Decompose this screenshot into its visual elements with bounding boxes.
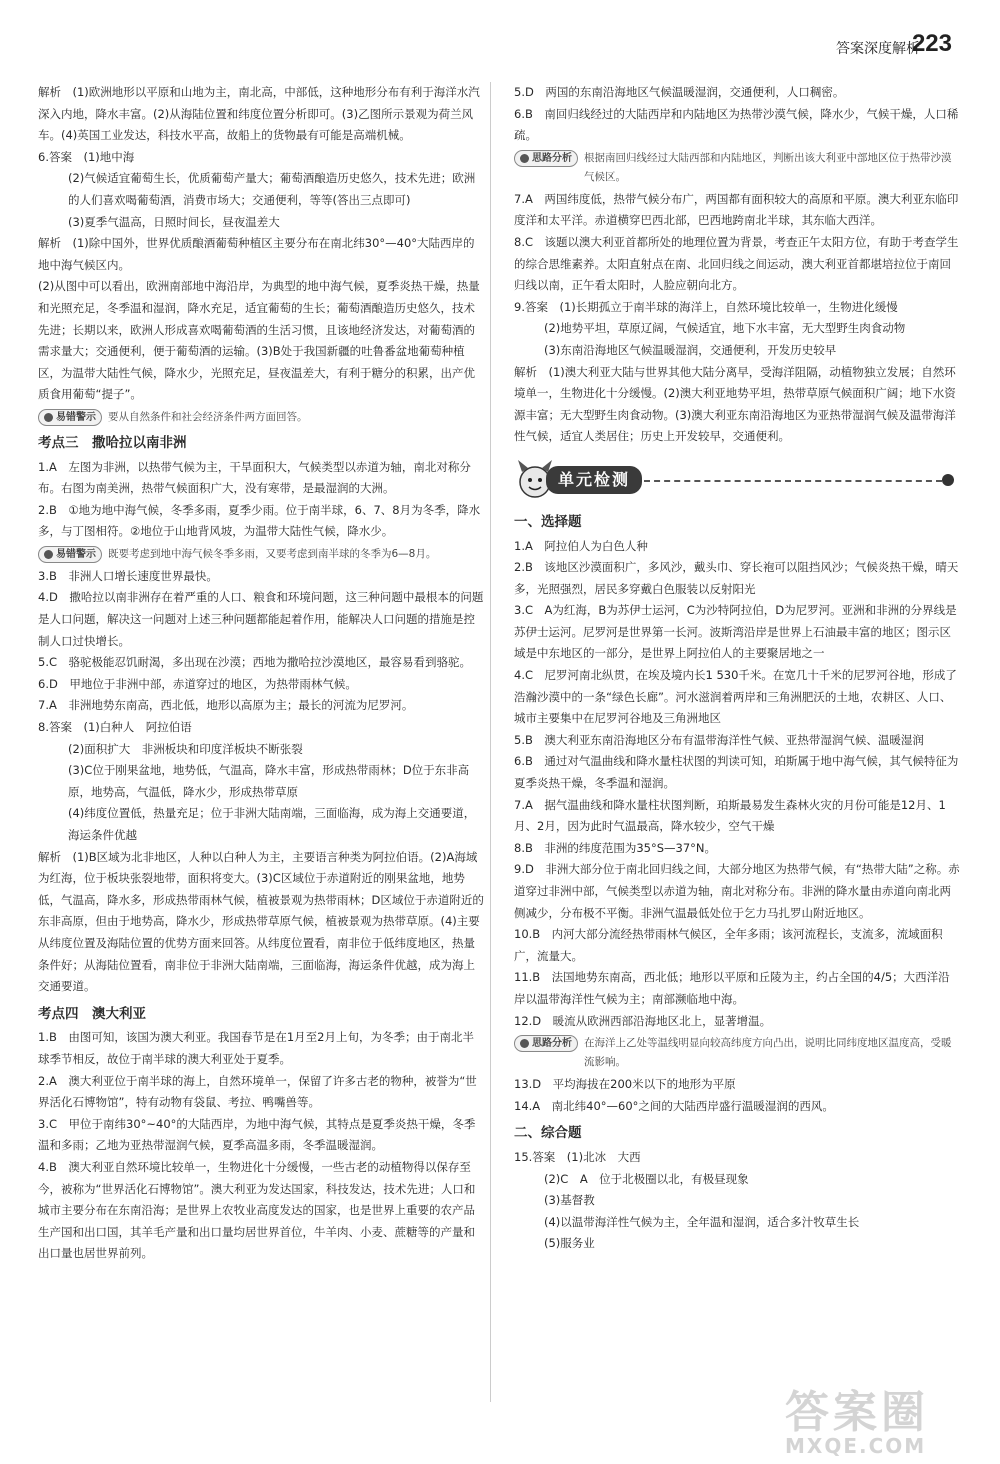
unit-test-banner [514,454,960,506]
tip-badge [514,150,578,167]
paragraph: 解析 (1)澳大利亚大陆与世界其他大陆分离早，受海洋阻隔，动植物独立发展；自然环境单一，生物进化十分缓慢。(2)澳大利亚地势平坦，热带草原气候面积广阔；地下水资源丰富；无大型野生肉食动物。(3)澳大利亚东南沿海地区为亚热带湿润气候及温带海洋性气候，适宜人类居住；历史上开发较早，交通便利。 [514,364,956,444]
tip-box [38,408,484,427]
watermark-url: MXQE.COM [785,1434,927,1458]
answer-line: (3)东南沿海地区气候温暖湿润，交通便利，开发历史较早 [544,342,837,357]
answer-line: (2)地势平坦，草原辽阔，气候适宜，地下水丰富，无大型野生肉食动物 [544,321,906,336]
header-title: 答案深度解析 [836,41,920,57]
paragraph: 6.答案 (1)地中海 [38,149,135,164]
answer-item: 4.D 撒哈拉以南非洲存在着严重的人口、粮食和环境问题，这三种问题中最根本的问题是人口问题，解决这一问题对上述三种问题都能起着作用，能解决人口问题的措施是控制人口过快增长。 [38,590,484,648]
answer-line: (2)面积扩大 非洲板块和印度洋板块不断张裂 [68,741,303,756]
answer-item: 3.C 甲位于南纬30°~40°的大陆西岸，为地中海气候，其特点是夏季炎热干燥，冬季温和多雨；乙地为亚热带湿润气候，夏季高温多雨，冬季温暖湿润。 [38,1116,476,1153]
answer-line: (5)服务业 [544,1236,595,1251]
answer-item: 3.B 非洲人口增长速度世界最快。 [38,568,218,583]
answer-line: (3)夏季气温高，日照时间长，昼夜温差大 [68,214,280,229]
tip-label: 思路分析 [532,1038,572,1050]
answer-line: (4)纬度位置低，热量充足；位于非洲大陆南端，三面临海，成为海上交通要道，海运条件优越 [68,806,476,842]
answer-item: 3.C A为红海，B为苏伊士运河，C为沙特阿拉伯，D为尼罗河。亚洲和非洲的分界线是苏伊士运河。尼罗河是世界第一长河。波斯湾沿岸是世界上石油最丰富的地区；图示区域是中东地区的一部分，是世界上阿拉伯人的主要聚居地之一 [514,603,957,661]
warning-icon [44,550,53,559]
answer-item: 6.D 甲地位于非洲中部，赤道穿过的地区，为热带雨林气候。 [38,676,357,691]
answer-item: 9.答案 (1)长期孤立于南半球的海洋上，自然环境比较单一，生物进化缓慢 [514,299,898,314]
answer-item: 6.B 通过对气温曲线和降水量柱状图的判读可知，珀斯属于地中海气候，其气候特征为夏季炎热干燥，冬季温和湿润。 [514,754,959,791]
tip-text: 要从自然条件和社会经济条件两方面回答。 [108,410,308,423]
answer-item: 4.C 尼罗河南北纵贯，在埃及境内长1 530千米。在宽几十千米的尼罗河谷地，形成了浩瀚沙漠中的一条“绿色长廊”。河水滋润着两岸和三角洲肥沃的土地，农耕区、人口、城市主要集中在尼罗河谷地及三角洲地区 [514,668,957,726]
unit-test-title: 单元检测 [546,466,642,494]
answer-item: 4.B 澳大利亚自然环境比较单一，生物进化十分缓慢，一些古老的动植物得以保存至今，被称为“世界活化石博物馆”。澳大利亚为发达国家，科技发达，技术先进；人口和城市主要分布在东南沿海；是世界上农牧业高度发达的国家，也是世界上重要的农产品生产国和出口国，其羊毛产量和出口量均居世界首位，牛羊肉、小麦、蔗糖等的产量和出口量也居世界前列。 [38,1159,476,1261]
tip-badge [38,409,102,426]
tip-box [514,149,960,187]
answer-line: (3)C位于刚果盆地，地势低，气温高，降水丰富，形成热带雨林；D位于东非高原，地势高，气温低，降水少，形成热带草原 [68,763,470,799]
answer-item: 7.A 非洲地势东南高，西北低，地形以高原为主；最长的河流为尼罗河。 [38,698,414,713]
right-column [514,82,960,1255]
warning-icon [44,413,53,422]
answer-item: 15.答案 (1)北冰 大西 [514,1149,641,1164]
answer-item: 5.B 澳大利亚东南沿海地区分布有温带海洋性气候、亚热带湿润气候、温暖湿润 [514,732,924,747]
answer-item: 5.D 两国的东南沿海地区气候温暖湿润，交通便利，人口稠密。 [514,85,845,99]
answer-item: 10.B 内河大部分流经热带雨林气候区，全年多雨；该河流程长，支流多，流域面积广，流量大。 [514,927,943,963]
watermark-logo [785,1387,980,1460]
answer-item: 11.B 法国地势东南高，西北低；地形以平原和丘陵为主，约占全国的4/5；大西洋沿岸以温带海洋性气候为主；南部濒临地中海。 [514,970,950,1006]
tip-label: 易错警示 [56,548,96,560]
answer-item: 9.D 非洲大部分位于南北回归线之间，大部分地区为热带气候，有“热带大陆”之称。赤道穿过非洲中部，气候类型以赤道为轴，南北对称分布。非洲的降水量由赤道向南北两侧减少，分布极不平衡。非洲气温最低处位于乞力马扎罗山附近地区。 [514,862,960,920]
tip-label: 易错警示 [56,411,96,423]
watermark-text: 答案圈 [785,1387,929,1438]
banner-dot [942,474,954,486]
tip-label: 思路分析 [532,152,572,164]
answer-item: 8.答案 (1)白种人 阿拉伯语 [38,720,192,735]
paragraph: 解析 (1)B区域为北非地区，人种以白种人为主，主要语言种类为阿拉伯语。(2)A海域为红海，位于板块张裂地带，面积将变大。(3)C区域位于赤道附近的刚果盆地，地势低，气温高，降水多，形成热带雨林气候，植被景观为热带雨林；D区域位于赤道附近的东非高原，但由于地势高，降水少，形成热带草原气候，植被景观为热带草原。(4)主要从纬度位置及海陆位置的优势方面来回答。从纬度位置看，南非位于低纬度地区，热量条件好；从海陆位置看，南非位于非洲大陆南端，三面临海，海运条件优越，成为海上交通要道。 [38,849,484,994]
paragraph: 解析 (1)除中国外，世界优质酿酒葡萄种植区主要分布在南北纬30°—40°大陆西岸的地中海气候区内。 [38,236,475,272]
answer-item: 7.A 据气温曲线和降水量柱状图判断，珀斯最易发生森林火灾的月份可能是12月、1月、2月，因为此时气温最高，降水较少，空气干燥 [514,797,946,834]
tip-text: 既要考虑到地中海气候冬季多雨，又要考虑到南半球的冬季为6—8月。 [108,547,437,560]
answer-item: 8.B 非洲的纬度范围为35°S—37°N。 [514,840,717,855]
banner-dashed-line [644,480,942,482]
section-heading: 二、综合题 [514,1125,582,1142]
answer-item: 5.C 骆驼极能忍饥耐渴，多出现在沙漠；西地为撒哈拉沙漠地区，最容易看到骆驼。 [38,655,471,670]
answer-item: 14.A 南北纬40°—60°之间的大陆西岸盛行温暖湿润的西风。 [514,1098,834,1113]
left-column [38,82,484,1265]
idea-icon [520,1039,529,1048]
tip-text: 根据南回归线经过大陆西部和内陆地区，判断出该大利亚中部地区位于热带沙漠气候区。 [584,151,952,183]
answer-item: 8.C 该题以澳大利亚首都所处的地理位置为背景，考查正午太阳方位，有助于考查学生的综合思维素养。太阳直射点在南、北回归线之间运动，澳大利亚首都堪培拉位于南回归线以南，正午看太阳时，人脸应朝向北方。 [514,234,959,293]
tip-box [38,545,484,564]
answer-item: 2.B 该地区沙漠面积广，多风沙，戴头巾、穿长袍可以阻挡风沙；气候炎热干燥，晴天多，光照强烈，居民多穿戴白色服装以反射阳光 [514,560,959,596]
tip-badge [38,546,102,563]
tip-box [514,1034,960,1072]
answer-item: 1.B 由图可知，该国为澳大利亚。我国春节是在1月至2月上旬，为冬季；由于南北半球季节相反，故位于南半球的澳大利亚处于夏季。 [38,1030,474,1066]
answer-item: 1.A 阿拉伯人为白色人种 [514,538,648,553]
answer-item: 1.A 左图为非洲，以热带气候为主，干旱面积大，气候类型以赤道为轴，南北对称分布。右图为南美洲，热带气候面积广大，没有寒带，是最湿润的大洲。 [38,459,471,496]
idea-icon [520,154,529,163]
tip-text: 在海洋上乙处等温线明显向较高纬度方向凸出，说明比同纬度地区温度高，受暖流影响。 [584,1037,952,1069]
section-heading: 考点四 澳大利亚 [38,1005,146,1022]
tip-badge [514,1035,578,1052]
column-divider [490,82,491,1402]
section-heading: 考点三 撒哈拉以南非洲 [38,434,187,451]
answer-item: 12.D 暖流从欧洲西部沿海地区北上，显著增温。 [514,1013,772,1028]
answer-item: 6.B 南回归线经过的大陆西岸和内陆地区为热带沙漠气候，降水少，气候干燥，人口稀疏。 [514,106,959,143]
answer-item: 7.A 两国纬度低，热带气候分布广，两国都有面积较大的高原和平原。澳大利亚东临印度洋和太平洋。赤道横穿巴西北部，巴西地跨南北半球，其东临大西洋。 [514,191,959,228]
answer-item: 2.A 澳大利亚位于南半球的海上，自然环境单一，保留了许多古老的物种，被誉为“世界活化石博物馆”，特有动物有袋鼠、考拉、鸭嘴兽等。 [38,1073,477,1110]
page-number: 223 [911,30,952,57]
answer-line: (2)气候适宜葡萄生长，优质葡萄产量大；葡萄酒酿造历史悠久，技术先进；欧洲的人们喜欢喝葡萄酒，消费市场大；交通便利，等等(答出三点即可) [68,171,476,207]
answer-line: (4)以温带海洋性气候为主，全年温和湿润，适合多汁牧草生长 [544,1214,860,1229]
paragraph: (2)从图中可以看出，欧洲南部地中海沿岸，为典型的地中海气候，夏季炎热干燥，热量和光照充足，冬季温和湿润，降水充足，适宜葡萄的生长；葡萄酒酿造历史悠久，技术先进；长期以来，欧洲人形成喜欢喝葡萄酒的生活习惯，且该地经济发达，对葡萄酒的需求量大；交通便利，便于葡萄酒的运输。(3)B处于我国新疆的吐鲁番盆地葡萄种植区，为温带大陆性气候，降水少，光照充足，昼夜温差大，有利于糖分的积累，出产优质食用葡萄“提子”。 [38,279,480,402]
section-heading: 一、选择题 [514,513,582,530]
answer-item: 2.B ①地为地中海气候，冬季多雨，夏季少雨。位于南半球，6、7、8月为冬季，降水多，与丁图相符。②地位于山地背风坡，为温带大陆性气候，降水少。 [38,502,481,539]
answer-line: (3)基督教 [544,1193,595,1208]
answer-item: 13.D 平均海拔在200米以下的地形为平原 [514,1077,736,1092]
answer-line: (2)C A 位于北极圈以北，有极昼现象 [544,1171,749,1186]
paragraph: 解析 (1)欧洲地形以平原和山地为主，南北高，中部低，这种地形分布有利于海洋水汽深入内地，降水丰富。(2)从海陆位置和纬度位置分析即可。(3)乙图所示景观为荷兰风车。(4)英国工业发达，科技水平高，故船上的货物最有可能是高端机械。 [38,85,480,143]
